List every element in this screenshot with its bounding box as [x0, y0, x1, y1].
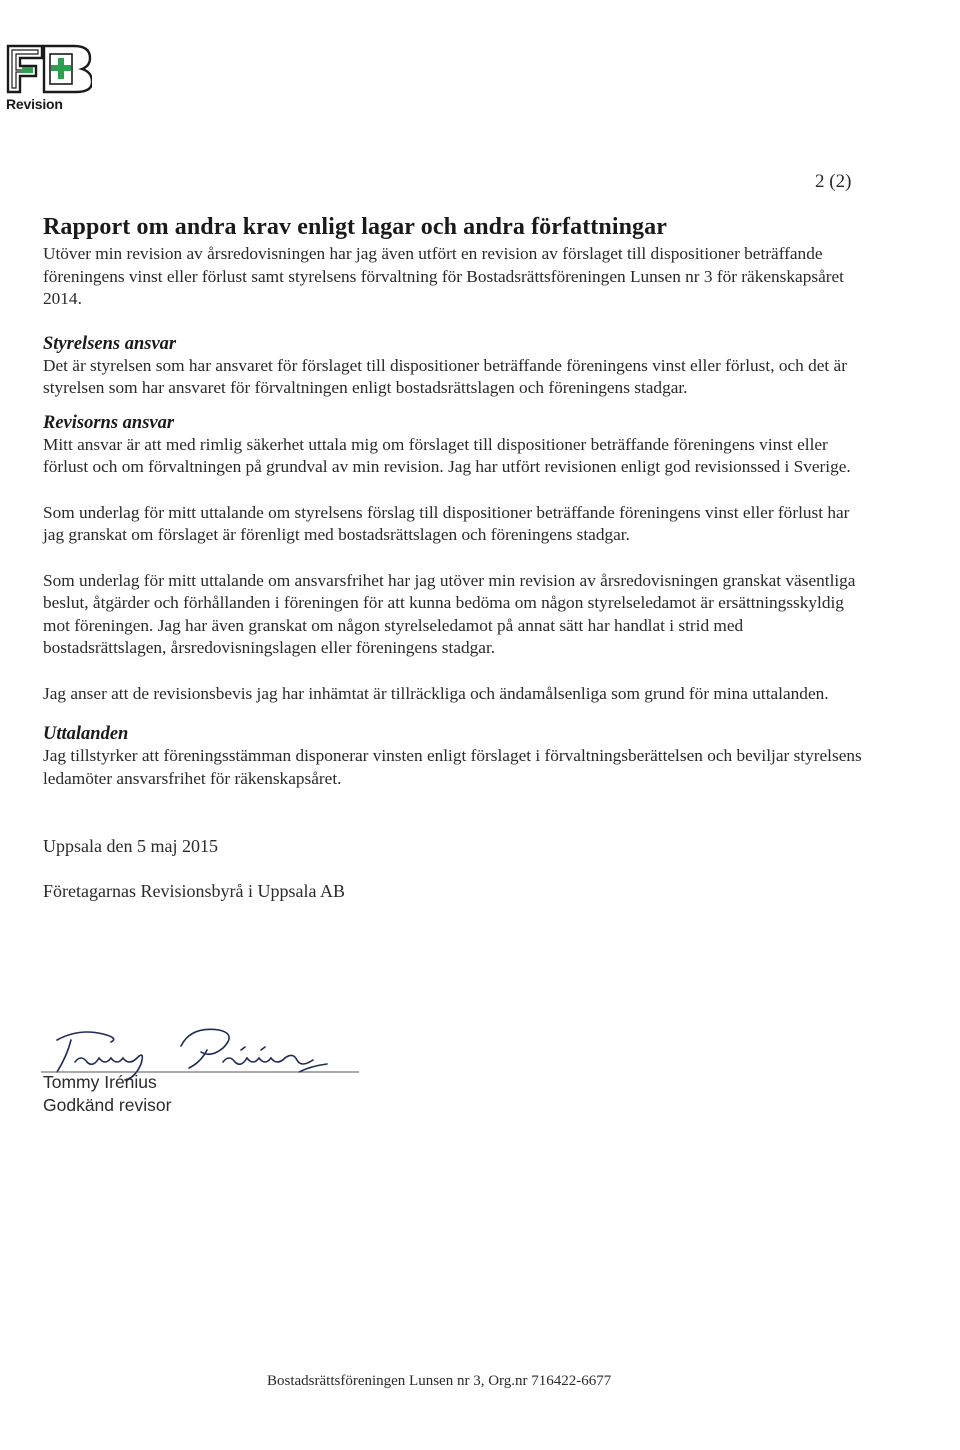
green-cross-icon — [51, 58, 71, 79]
signature-block — [41, 1020, 371, 1120]
auditor-paragraph-3: Som underlag för mitt uttalande om ansvarsfrihet har jag utöver min revision av årsredovisningen granskat väsentliga beslut, åtgärder och förhållanden i föreningen för att kunna bedöma om någon styrelseledamot är ersättningsskyldig mot föreningen. Jag har även granskat om någon styrelseledamot på annat sätt har handlat i strid med bostadsrättslagen, årsredovisningslagen eller föreningens stadgar. — [43, 570, 856, 657]
board-heading: Styrelsens ansvar — [43, 333, 177, 354]
place-date: Uppsala den 5 maj 2015 — [43, 836, 218, 856]
logo — [6, 44, 92, 119]
company-name: Företagarnas Revisionsbyrå i Uppsala AB — [43, 881, 345, 901]
logo-label: Revision — [6, 96, 63, 112]
report-body — [43, 213, 863, 902]
green-bar — [22, 67, 33, 73]
statements-paragraph: Jag tillstyrker att föreningsstämman disponerar vinsten enligt förslaget i förvaltningsberättelsen och beviljar styrelsens ledamöter ansvarsfrihet för räkenskapsåret. — [43, 746, 862, 788]
signatory-name: Tommy Irénius — [43, 1072, 157, 1092]
auditor-heading: Revisorns ansvar — [43, 412, 175, 433]
board-paragraph: Det är styrelsen som har ansvaret för förslaget till dispositioner beträffande föreningens vinst eller förlust, och det är styrelsen som har ansvaret för förvaltningen enligt bostadsrättslagen och föreningens stadgar. — [43, 355, 847, 397]
footer: Bostadsrättsföreningen Lunsen nr 3, Org.nr 716422-6677 — [267, 1373, 612, 1389]
signatory-role: Godkänd revisor — [43, 1095, 172, 1115]
page-title: Rapport om andra krav enligt lagar och andra författningar — [43, 214, 668, 240]
intro-paragraph: Utöver min revision av årsredovisningen har jag även utfört en revision av förslaget till dispositioner beträffande föreningens vinst eller förlust samt styrelsens förvaltning för Bostadsrättsföreningen Lunsen nr 3 för räkenskapsåret 2014. — [43, 244, 844, 308]
auditor-paragraph-2: Som underlag för mitt uttalande om styrelsens förslag till dispositioner beträffande föreningens vinst eller förlust har jag granskat om förslaget är förenligt med bostadsrättslagen och föreningens stadgar. — [43, 502, 850, 544]
fb-logo-mark — [6, 44, 92, 94]
statements-heading: Uttalanden — [43, 724, 129, 744]
auditor-paragraph-1: Mitt ansvar är att med rimlig säkerhet uttala mig om förslaget till dispositioner beträffande föreningens vinst eller förlust och om förvaltningen på grundval av min revision. Jag har utfört revisionen enligt god revisionssed i Sverige. — [43, 434, 851, 476]
auditor-paragraph-4: Jag anser att de revisionsbevis jag har inhämtat är tillräckliga och ändamålsenliga som grund för mina uttalanden. — [43, 683, 829, 703]
page-number: 2 (2) — [815, 171, 852, 192]
